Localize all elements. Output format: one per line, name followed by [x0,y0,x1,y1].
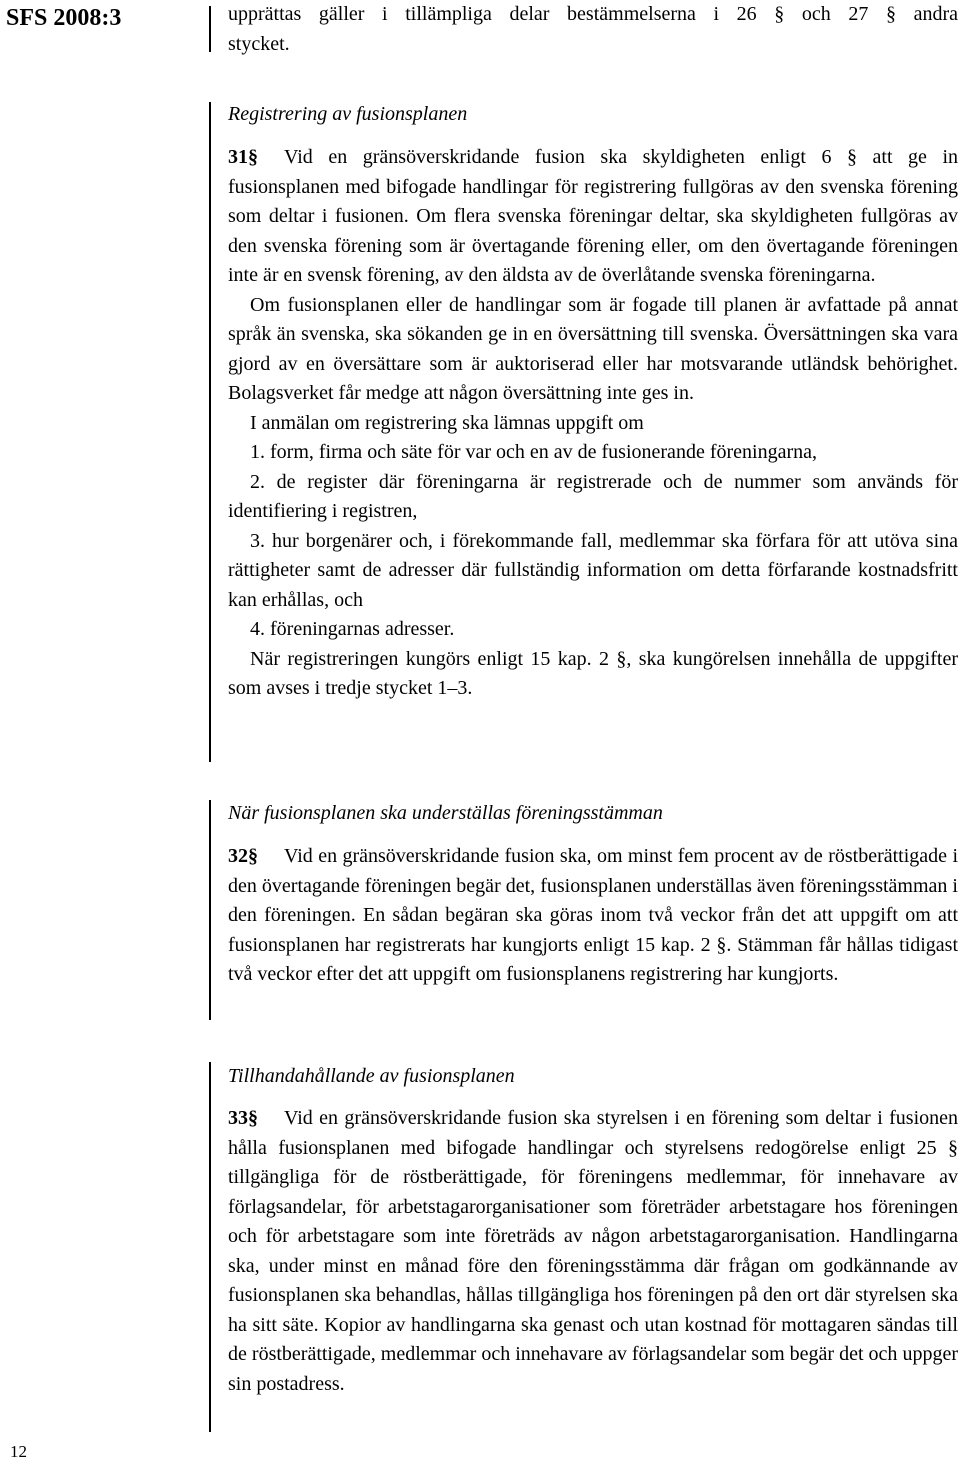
change-bar-intro [209,6,211,52]
section-31-paragraph-4: När registreringen kungörs enligt 15 kap. 2 §, ska kungörelsen innehålla de uppgifter som avses i tredje stycket 1–3. [228,647,958,699]
section-32-text: Vid en gränsöverskridande fusion ska, om minst fem procent av de röstberättigade i den övertagande föreningen begär det, fusionsplanen underställas även föreningsstämman i den föreningen. En sådan begäran ska göras inom två veckor från det att uppgift om att fusionsplanen har registrerats har kungjorts enligt 15 kap. 2 §. Stämman får hållas tidigast två veckor efter det att uppgift om fusionsplanens registrering har kungjorts. [228,845,958,985]
section-31-list-item-3: 3. hur borgenärer och, i förekommande fall, medlemmar ska förfara för att utöva sina rättigheter samt de adresser där fullständig information om detta förfarande kostnadsfritt kan erhållas, och [228,529,958,611]
section-33-body [228,1104,958,1399]
sfs-number: SFS 2008:3 [6,5,122,31]
change-bar-sec32 [209,800,211,1020]
section-31-number: 31 [228,146,248,168]
page-number: 12 [10,1442,27,1461]
section-32-number: 32 [228,845,248,867]
section-31-list-item-4: 4. föreningarnas adresser. [250,618,455,640]
change-bar-sec33 [209,1062,211,1432]
section-31-paragraph-3: I anmälan om registrering ska lämnas uppgift om [250,411,644,434]
intro-line-1: upprättas gäller i tillämpliga delar bestämmelserna i 26 § och 27 § andra [228,3,958,25]
intro-paragraph [228,0,958,59]
section-31-list-item-1: 1. form, firma och säte för var och en av de fusionerande föreningarna, [250,441,817,463]
change-bar-sec31 [209,102,211,762]
intro-line-2: stycket. [228,32,290,55]
section-31-paragraph-1-text: Vid en gränsöverskridande fusion ska skyldigheten enligt 6 § att ge in fusionsplanen med bifogade handlingar för registrering fullgöras av den svenska förening som deltar i fusionen. Om flera svenska föreningar deltar, ska skyldigheten fullgöras av den svenska förening som är övertagande förening eller, om den övertagande föreningen inte är en svensk förening, av den äldsta av de överlåtande svenska föreningarna. [228,146,958,286]
section-32-symbol: § [248,845,258,867]
section-32-paragraph [228,842,958,990]
section-31-symbol: § [248,146,258,168]
section-33-symbol: § [248,1107,258,1129]
section-31-paragraph-1 [228,143,958,291]
section-32-body [228,842,958,990]
section-33-heading: Tillhandahållande av fusionsplanen [228,1065,515,1087]
section-33-number: 33 [228,1107,248,1129]
section-32-heading: När fusionsplanen ska underställas föreningsstämman [228,802,663,824]
section-31-heading: Registrering av fusionsplanen [228,103,468,125]
section-33-paragraph [228,1104,958,1399]
section-31-body [228,143,958,704]
section-31-paragraph-2: Om fusionsplanen eller de handlingar som är fogade till planen är avfattade på annat språk än svenska, ska sökanden ge in en översättning till svenska. Översättningen ska vara gjord av en översättare som är auktoriserad eller har motsvarande utländsk behörighet. Bolagsverket får medge att någon översättning inte ges in. [228,293,958,404]
section-31-list-item-2: 2. de register där föreningarna är registrerade och de nummer som används för identifiering i registren, [228,470,958,522]
section-33-text: Vid en gränsöverskridande fusion ska styrelsen i en förening som deltar i fusionen hålla fusionsplanen med bifogade handlingar och styrelsens redogörelse enligt 25 § tillgängliga för de röstberättigade, för föreningens medlemmar, för innehavare av förlagsandelar, för arbetstagarorganisationer som företräder arbetstagare hos föreningen och för arbetstagare som inte företräds av någon arbetstagarorganisation. Handlingarna ska, under minst en månad före den föreningsstämma där frågan om godkännande av fusionsplanen ska behandlas, hållas tillgängliga hos föreningen på den ort där styrelsen ska ha sitt säte. Kopior av handlingarna ska genast och utan kostnad för mottagaren sändas till de röstberättigade, medlemmar och innehavare av förlagsandelar som begär det och uppger sin postadress. [228,1107,958,1395]
